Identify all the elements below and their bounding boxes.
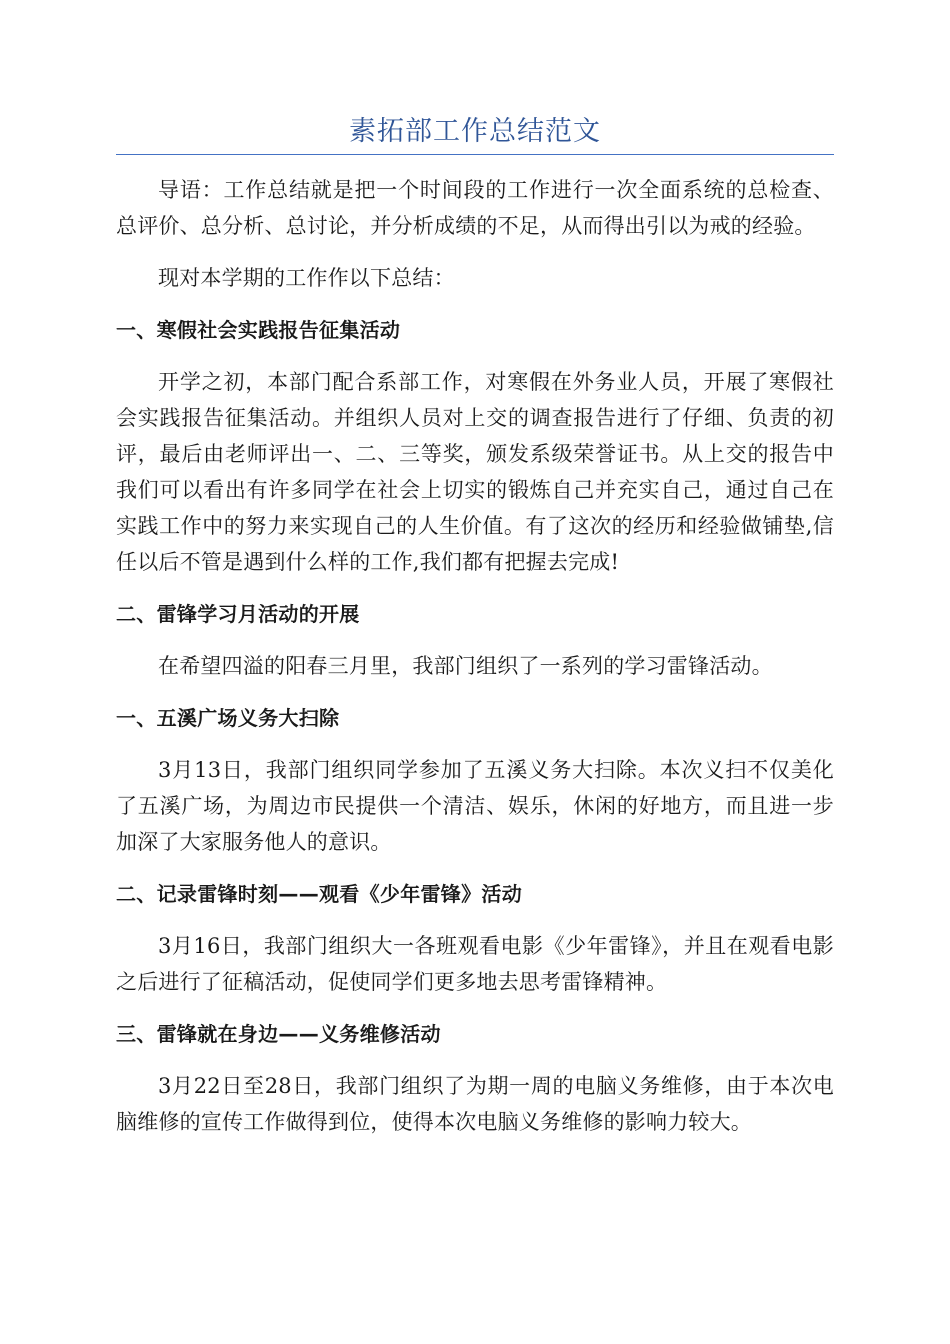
intro-paragraph: 导语：工作总结就是把一个时间段的工作进行一次全面系统的总检查、总评价、总分析、总讨论，并分析成绩的不足，从而得出引以为戒的经验。	[116, 178, 834, 238]
repair-paragraph: 3月22日至28日，我部门组织了为期一周的电脑义务维修，由于本次电脑维修的宣传工作做得到位，使得本次电脑义务维修的影响力较大。	[116, 1074, 834, 1134]
section-heading-leifeng-month: 二、雷锋学习月活动的开展	[116, 602, 360, 626]
cleanup-paragraph: 3月13日，我部门组织同学参加了五溪义务大扫除。本次义扫不仅美化了五溪广场，为周边市民提供一个清洁、娱乐，休闲的好地方，而且进一步加深了大家服务他人的意识。	[116, 758, 834, 854]
document-title: 素拓部工作总结范文	[349, 116, 601, 147]
summary-lead-paragraph: 现对本学期的工作作以下总结：	[158, 266, 455, 290]
winter-practice-paragraph: 开学之初，本部门配合系部工作，对寒假在外务业人员，开展了寒假社会实践报告征集活动。并组织人员对上交的调查报告进行了仔细、负责的初评，最后由老师评出一、二、三等奖，颁发系级荣誉证书。从上交的报告中我们可以看出有许多同学在社会上切实的锻炼自己并充实自己，通过自己在实践工作中的努力来实现自己的人生价值。有了这次的经历和经验做铺垫,信任以后不管是遇到什么样的工作,我们都有把握去完成!	[116, 370, 834, 574]
subsection-heading-movie: 二、记录雷锋时刻——观看《少年雷锋》活动	[116, 882, 522, 906]
title-underline	[116, 154, 834, 155]
leifeng-month-paragraph: 在希望四溢的阳春三月里，我部门组织了一系列的学习雷锋活动。	[158, 654, 773, 678]
subsection-heading-cleanup: 一、五溪广场义务大扫除	[116, 706, 340, 730]
movie-paragraph: 3月16日，我部门组织大一各班观看电影《少年雷锋》，并且在观看电影之后进行了征稿活动，促使同学们更多地去思考雷锋精神。	[116, 934, 834, 994]
section-heading-winter-practice: 一、寒假社会实践报告征集活动	[116, 318, 401, 342]
document-body	[116, 172, 834, 1156]
subsection-heading-repair: 三、雷锋就在身边——义务维修活动	[116, 1022, 441, 1046]
